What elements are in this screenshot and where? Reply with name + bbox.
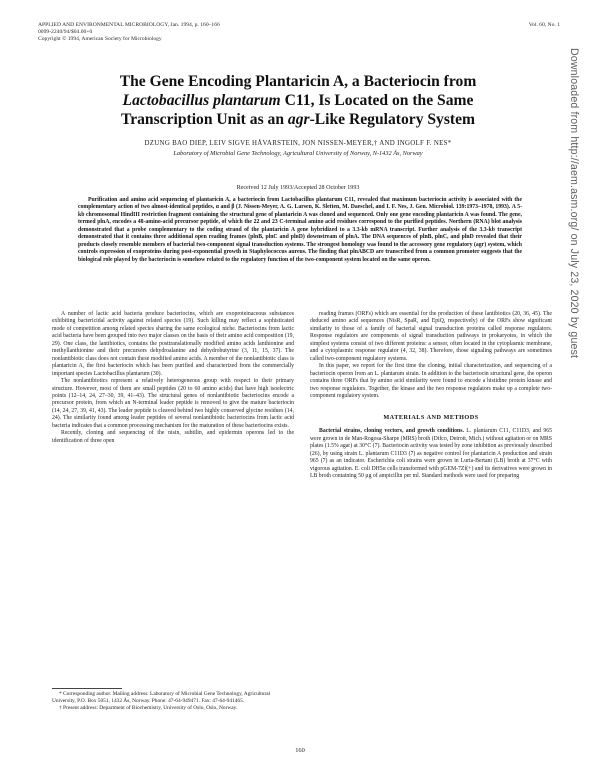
intro-paragraph: A number of lactic acid bacteria produce bacteriocins, which are exoproteinaceous substances exhibiting bactericidal activity against related species (19). Such killing may reflect a sophisticated mode of competition among related species sharing the same ecological niche. Bacteriocins from lactic acid bacteria have been grouped into two major classes on the basis of their amino acid composition (19, 29). One class, the lantibiotics, contains the posttranslationally modified amino acids lanthionine and methyllanthionine and their precursors dehydroalanine and dehydrobutyrine (3, 11, 15, 37). The nonlantibiotic class does not contain these modified amino acids. A member of the nonlantibiotic class is plantaricin A, the first bacteriocin which has been purified and characterized from the commercially important species Lactobacillus plantarum (30).: [52, 311, 294, 377]
methods-paragraph: [310, 428, 552, 480]
title-line-3-start: Transcription Unit as an: [120, 111, 288, 128]
abstract: [78, 197, 522, 264]
journal-citation: APPLIED AND ENVIRONMENTAL MICROBIOLOGY, Jan. 1994, p. 160–166: [38, 22, 220, 28]
abstract-text: Purification and amino acid sequencing of plantaricin A, a bacteriocin from Lactobacillus plantarum C11, revealed that maximum bacteriocin activity is associated with the complementary action of two almost-identical peptides, α and β (J. Nissen-Meyer, A. G. Larsen, K. Sletten, M. Daeschel, and I. F. Nes, J. Gen. Microbiol. 139:1973–1978, 1993). A 5-kb chromosomal HindIII restriction fragment containing the structural gene of plantaricin A was cloned and sequenced. Only one gene encoding plantaricin A was found. The gene, termed plnA, encodes a 48-amino-acid precursor peptide, of which the 22 and 23 C-terminal amino acid residues correspond to the purified peptides. Northern (RNA) blot analysis demonstrated that a probe complementary to the coding strand of the plantaricin A gene hybridized to a 3.3-kb mRNA transcript. Further analysis of the 3.3-kb transcript demonstrated that it contains three additional open reading frames (plnB, plnC and plnD) downstream of plnA. The DNA sequences of plnB, plnC, and plnD revealed that their products closely resemble members of bacterial two-component signal transduction systems. The strongest homology was found to the accessory gene regulatory (agr) system, which controls expression of exoproteins during post-exponential growth in Staphylococcus aureus. The finding that plnABCD are transcribed from a common promoter suggests that the biological role played by the bacteriocin is somehow related to the regulatory function of the two-component system located on the same operon.: [78, 197, 522, 263]
author-list: DZUNG BAO DIEP, LEIV SIGVE HÅVARSTEIN, JON NISSEN-MEYER,† AND INGOLF F. NES*: [144, 140, 452, 147]
volume-info: Vol. 60, No. 1: [528, 22, 560, 28]
article-title: [48, 72, 548, 129]
footnote-divider: [52, 688, 122, 689]
methods-heading: MATERIALS AND METHODS: [383, 414, 479, 422]
title-line-3-end: -Like Regulatory System: [309, 111, 476, 128]
intro-paragraph: reading frames (ORFs) which are essential for the production of these lantibiotics (20, 36, 45). The deduced amino acid sequences (NisR, SpaR, and EpiQ, respectively) of the ORFs show significant similarity to those of a family of bacterial signal transduction proteins called response regulators. Response regulators are components of signal transduction pathways in prokaryotes, in which the simplest systems consist of two different proteins: a sensor, often located in the cytoplasmic membrane, and a cytoplasmic response regulator (4, 32, 38). Therefore, those signaling pathways are sometimes called two-component regulatory systems.: [310, 311, 552, 362]
footnotes: [52, 691, 294, 712]
journal-header: [38, 22, 220, 44]
title-species: Lactobacillus plantarum: [122, 92, 281, 109]
title-line-2: C11, Is Located on the Same: [280, 92, 474, 109]
methods-subhead: Bacterial strains, cloning vectors, and growth conditions.: [319, 428, 464, 435]
title-line-1: The Gene Encoding Plantaricin A, a Bacteriocin from: [119, 73, 477, 90]
issn-line: 0099-2240/94/$04.00+0: [38, 29, 93, 36]
title-agr: agr: [287, 111, 310, 128]
copyright-line: Copyright © 1994, American Society for Microbiology: [38, 36, 162, 43]
download-watermark: Downloaded from http://aem.asm.org/ on July 23, 2020 by guest: [568, 48, 580, 359]
intro-paragraph: Recently, cloning and sequencing of the nisin, subtilin, and epidermin operons led to the identification of three open: [52, 430, 294, 444]
received-dates: Received 12 July 1993/Accepted 28 October 1993: [236, 185, 360, 191]
intro-paragraph: The nonlantibiotics represent a relatively heterogeneous group with respect to their primary structure. However, most of them are small peptides (20 to 60 amino acids) that have high isoelectric points (12–14, 24, 27–30, 39, 41–43). The structural genes of nonlantibiotic bacteriocins encode a precursor protein, from which an N-terminal leader peptide is removed to give the mature bacteriocin (14, 24, 27, 39, 41, 43). The leader peptide is cleaved behind two highly conserved glycine residues (14, 24). The similarity found among leader peptides of several nonlantibiotic bacteriocins from lactic acid bacteria indicates that a common processing mechanism for the maturation of these bacteriocins exists.: [52, 378, 294, 429]
footnote-present-address: † Present address: Department of Biochemistry, University of Oslo, Oslo, Norway.: [59, 704, 238, 711]
right-column: [310, 311, 552, 481]
page-number: 160: [295, 747, 305, 754]
left-column: [52, 311, 294, 445]
footnote-corresponding: * Corresponding author. Mailing address: Laboratory of Microbial Gene Technology, Agricultural University, P.O. Box 5051, 1432 Ås, Norway. Phone: 47-64-949471. Fax: 47-64-941465.: [52, 691, 271, 704]
intro-paragraph: In this paper, we report for the first time the cloning, initial characterization, and sequencing of a bacteriocin operon from an L. plantarum strain. In addition to the bacteriocin structural gene, the operon contains three ORFs that by amino acid similarity were found to encode a histidine protein kinase and two response regulators. Together, the kinase and the two response regulators make up a complete two-component regulatory system.: [310, 363, 552, 399]
affiliation: Laboratory of Microbial Gene Technology, Agricultural University of Norway, N-1432 Ås, Norway: [173, 150, 423, 157]
methods-text: L. plantarum C11, C11D3, and 965 were grown in de Man-Rogosa-Sharpe (MRS) broth (Difco, Detroit, Mich.) without agitation or on MRS plates (1.5% agar) at 30°C (7). Bacteriocin activity was tested by zone inhibition as previously described (26), by using strain L. plantarum C11D3 (7) as negative control for plantaricin A production and strain 965 (7) as an indicator. Escherichia coli strains were grown in Luria-Bertani (LB) broth at 37°C with vigorous agitation. E. coli DH5α cells transformed with pGEM-7Zf(+) and its derivatives were grown in LB broth containing 50 µg of ampicillin per ml. Standard methods were used for preparing: [310, 428, 552, 480]
